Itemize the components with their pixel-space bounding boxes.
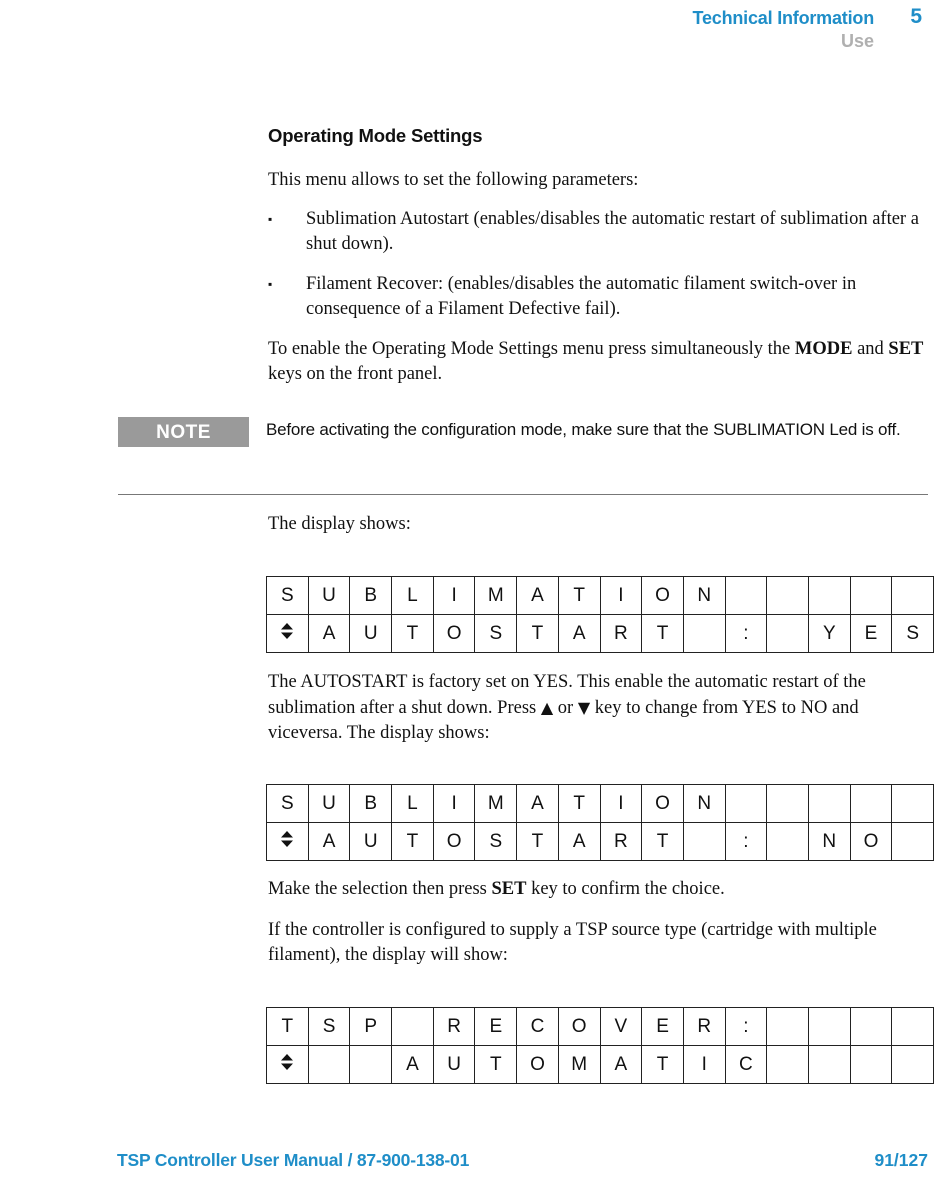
lcd-cell: N: [683, 785, 725, 823]
lcd-cell: A: [600, 1046, 642, 1084]
lcd-cell: T: [392, 823, 434, 861]
lcd-display-1: [266, 576, 934, 653]
lcd-cell: N: [683, 577, 725, 615]
lcd-cell: [808, 1046, 850, 1084]
lcd-cell: A: [517, 785, 559, 823]
bullet-icon: ▪: [268, 277, 273, 291]
header-chapter-number: 5: [910, 5, 922, 28]
lcd-cell: [767, 1046, 809, 1084]
header-subtitle: Use: [840, 31, 874, 51]
lcd-cell: R: [600, 615, 642, 653]
lcd-cell: S: [475, 615, 517, 653]
lcd-cell: [850, 577, 892, 615]
lcd-cell: A: [392, 1046, 434, 1084]
lcd-cell: T: [517, 823, 559, 861]
lcd-cell: T: [642, 1046, 684, 1084]
lcd-cell: B: [350, 577, 392, 615]
lcd-cell: M: [475, 785, 517, 823]
lcd-cell: O: [433, 823, 475, 861]
lcd-cell: A: [517, 577, 559, 615]
lcd-cell: [767, 1008, 809, 1046]
lcd-cell: T: [475, 1046, 517, 1084]
lcd-cell: E: [475, 1008, 517, 1046]
lcd-cell: V: [600, 1008, 642, 1046]
lcd-cell: L: [392, 785, 434, 823]
lcd-cell: R: [600, 823, 642, 861]
display-intro: The display shows:: [268, 514, 411, 534]
lcd-cell: S: [892, 615, 934, 653]
section-title: Operating Mode Settings: [268, 125, 483, 146]
lcd-cell: M: [558, 1046, 600, 1084]
enable-paragraph: To enable the Operating Mode Settings menu press simultaneously the MODE and SET keys on the front panel.: [268, 339, 924, 384]
lcd-cell: U: [308, 785, 350, 823]
lcd-cell: O: [850, 823, 892, 861]
lcd-cell: [308, 1046, 350, 1084]
lcd-cell: O: [642, 577, 684, 615]
lcd-cell: [892, 785, 934, 823]
divider: [118, 494, 928, 495]
tsp-paragraph: If the controller is configured to supply a TSP source type (cartridge with multiple filament), the display will show:: [268, 920, 877, 965]
lcd-cell: [850, 785, 892, 823]
lcd-cell: M: [475, 577, 517, 615]
lcd-display-3: [266, 1007, 934, 1084]
lcd-cell: :: [725, 823, 767, 861]
up-down-arrow-icon: [267, 823, 309, 861]
lcd-cell: T: [267, 1008, 309, 1046]
lcd-row: [267, 615, 934, 653]
autostart-paragraph: The AUTOSTART is factory set on YES. This enable the automatic restart of the sublimation after a shut down. Press ▲ or ▼ key to change from YES to NO and viceversa. The display shows:: [268, 672, 866, 743]
lcd-cell: S: [267, 577, 309, 615]
lcd-cell: E: [850, 615, 892, 653]
lcd-cell: T: [392, 615, 434, 653]
down-arrow-icon: ▼: [577, 698, 591, 717]
lcd-row: [267, 577, 934, 615]
header-title: Technical Information: [692, 8, 874, 28]
lcd-cell: [808, 577, 850, 615]
lcd-row: [267, 785, 934, 823]
lcd-row: [267, 823, 934, 861]
lcd-cell: N: [808, 823, 850, 861]
lcd-cell: A: [558, 615, 600, 653]
lcd-cell: U: [350, 823, 392, 861]
lcd-cell: L: [392, 577, 434, 615]
lcd-cell: [808, 785, 850, 823]
lcd-cell: R: [683, 1008, 725, 1046]
lcd-cell: U: [308, 577, 350, 615]
lcd-cell: [892, 1008, 934, 1046]
lcd-cell: T: [517, 615, 559, 653]
lcd-row: [267, 1046, 934, 1084]
lcd-cell: :: [725, 1008, 767, 1046]
lcd-cell: [892, 823, 934, 861]
lcd-cell: U: [433, 1046, 475, 1084]
lcd-cell: O: [517, 1046, 559, 1084]
lcd-cell: S: [475, 823, 517, 861]
lcd-display-2: [266, 784, 934, 861]
lcd-cell: [892, 577, 934, 615]
lcd-cell: E: [642, 1008, 684, 1046]
up-arrow-icon: ▲: [540, 698, 554, 717]
lcd-cell: [392, 1008, 434, 1046]
lcd-cell: [767, 785, 809, 823]
lcd-cell: U: [350, 615, 392, 653]
lcd-cell: A: [308, 823, 350, 861]
lcd-cell: I: [683, 1046, 725, 1084]
lcd-cell: T: [558, 785, 600, 823]
lcd-cell: T: [642, 823, 684, 861]
footer-page-number: 91/127: [874, 1150, 928, 1170]
lcd-cell: C: [517, 1008, 559, 1046]
lcd-cell: [767, 577, 809, 615]
lcd-cell: [725, 785, 767, 823]
lcd-cell: I: [600, 577, 642, 615]
lcd-cell: S: [308, 1008, 350, 1046]
lcd-cell: O: [558, 1008, 600, 1046]
lcd-cell: C: [725, 1046, 767, 1084]
lcd-cell: I: [433, 577, 475, 615]
lcd-cell: [683, 615, 725, 653]
lcd-cell: R: [433, 1008, 475, 1046]
confirm-paragraph: Make the selection then press SET key to confirm the choice.: [268, 879, 725, 899]
footer-manual-title: TSP Controller User Manual / 87-900-138-01: [117, 1150, 470, 1170]
lcd-cell: Y: [808, 615, 850, 653]
lcd-cell: [683, 823, 725, 861]
bullet-icon: ▪: [268, 212, 273, 226]
lcd-cell: :: [725, 615, 767, 653]
note-text: Before activating the configuration mode, make sure that the SUBLIMATION Led is off.: [266, 420, 901, 439]
up-down-arrow-icon: [267, 1046, 309, 1084]
lcd-cell: S: [267, 785, 309, 823]
lcd-cell: A: [558, 823, 600, 861]
lcd-cell: P: [350, 1008, 392, 1046]
lcd-cell: [808, 1008, 850, 1046]
lcd-cell: [767, 823, 809, 861]
lcd-cell: [767, 615, 809, 653]
lcd-cell: O: [433, 615, 475, 653]
lcd-cell: [850, 1046, 892, 1084]
lcd-cell: [350, 1046, 392, 1084]
lcd-cell: I: [433, 785, 475, 823]
note-tag: NOTE: [118, 417, 249, 447]
lcd-cell: T: [558, 577, 600, 615]
lcd-row: [267, 1008, 934, 1046]
lcd-cell: O: [642, 785, 684, 823]
lcd-cell: [892, 1046, 934, 1084]
lcd-cell: [850, 1008, 892, 1046]
lcd-cell: B: [350, 785, 392, 823]
lcd-cell: T: [642, 615, 684, 653]
lcd-cell: [725, 577, 767, 615]
lcd-cell: A: [308, 615, 350, 653]
intro-paragraph: This menu allows to set the following parameters:: [268, 170, 639, 190]
lcd-cell: I: [600, 785, 642, 823]
up-down-arrow-icon: [267, 615, 309, 653]
